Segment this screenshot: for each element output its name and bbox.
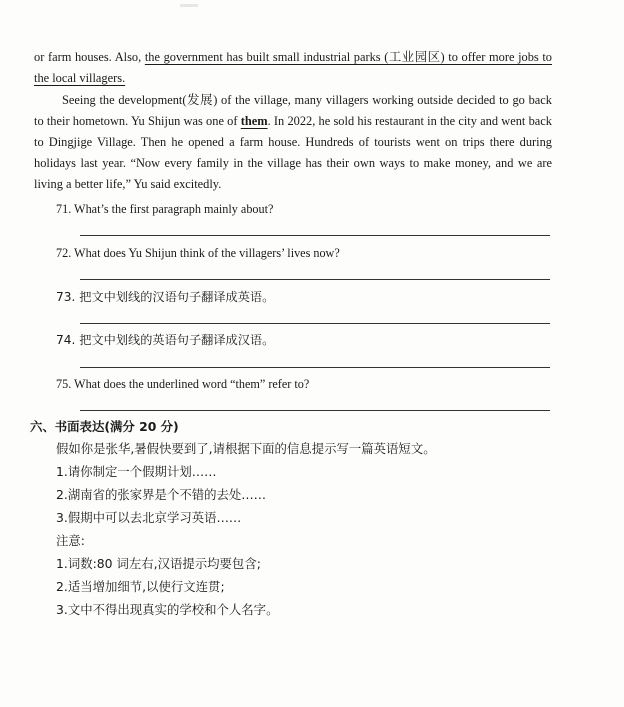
question-75: 75. What does the underlined word “them” refer to? (56, 377, 310, 391)
writing-note-label: 注意: (56, 533, 85, 548)
writing-section-title: 六、书面表达(满分 20 分) (30, 419, 179, 434)
writing-note-1: 1.词数:80 词左右,汉语提示均要包含; (56, 556, 261, 571)
passage-p2-before: Seeing the development(发展) of the village, many villagers working outside decided to go back to their hometown. Yu Shijun was one of (34, 93, 552, 128)
passage-p1-start: or farm houses. Also, (34, 50, 142, 64)
writing-note-2: 2.适当增加细节,以使行文连贯; (56, 579, 225, 594)
passage-paragraph-2 (34, 90, 552, 195)
passage-paragraph-1 (34, 47, 552, 89)
passage-p2-after: . In 2022, he sold his restaurant in the city and went back to Dingjige Village. Then he opened a farm house. Hundreds of tourists went on trips there during holidays last year. “Now every family in the village has their own ways to make money, and we are living a better life,” Yu said excitedly. (34, 114, 552, 191)
question-71: 71. What’s the first paragraph mainly about? (56, 202, 274, 216)
writing-item-1: 1.请你制定一个假期计划…… (56, 464, 217, 479)
underlined-english-sentence: the government has built small industrial parks (工业园区) to offer more jobs to the local villagers. (34, 50, 552, 85)
question-74: 74. 把文中划线的英语句子翻译成汉语。 (56, 333, 275, 347)
writing-item-2: 2.湖南省的张家界是个不错的去处…… (56, 487, 267, 502)
writing-note-3: 3.文中不得出现真实的学校和个人名字。 (56, 602, 279, 617)
answer-line-71[interactable] (80, 235, 550, 236)
question-72: 72. What does Yu Shijun think of the villagers’ lives now? (56, 246, 340, 260)
answer-line-75[interactable] (80, 410, 550, 411)
answer-line-72[interactable] (80, 279, 550, 280)
writing-prompt: 假如你是张华,暑假快要到了,请根据下面的信息提示写一篇英语短文。 (56, 441, 436, 456)
scan-mark (180, 4, 198, 7)
question-73: 73. 把文中划线的汉语句子翻译成英语。 (56, 290, 275, 304)
underlined-word-them: them (240, 114, 268, 128)
writing-item-3: 3.假期中可以去北京学习英语…… (56, 510, 242, 525)
answer-line-73[interactable] (80, 323, 550, 324)
answer-line-74[interactable] (80, 367, 550, 368)
